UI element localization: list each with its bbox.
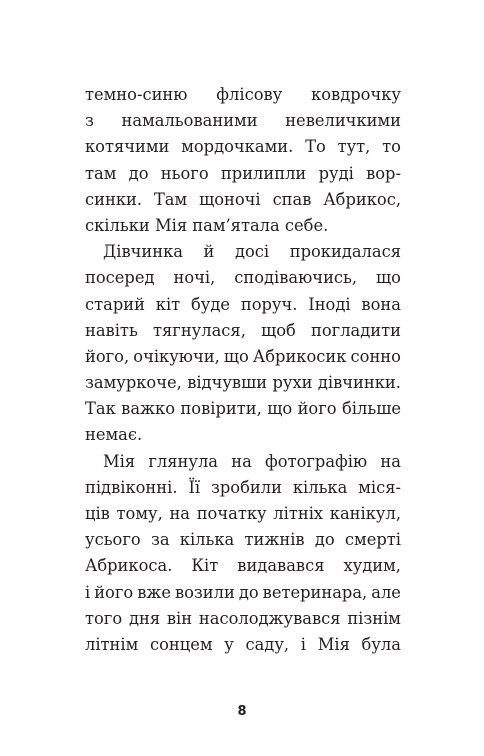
text-line bbox=[85, 82, 401, 108]
word: щоночі bbox=[199, 189, 261, 209]
body-text bbox=[85, 82, 401, 658]
word: важко bbox=[121, 399, 176, 419]
word: що bbox=[223, 346, 249, 366]
text-line bbox=[85, 632, 401, 658]
word: Мія bbox=[103, 451, 136, 471]
page-number: 8 bbox=[237, 704, 247, 719]
word: возили bbox=[174, 582, 235, 602]
word: на bbox=[231, 451, 252, 471]
word: там bbox=[85, 163, 117, 183]
word: він bbox=[166, 608, 193, 628]
word: Її bbox=[188, 477, 201, 497]
text-line bbox=[85, 318, 401, 344]
word: насолоджувався bbox=[198, 608, 341, 628]
word: пам’ятала bbox=[192, 215, 280, 235]
word: навіть bbox=[85, 320, 138, 340]
word: вор- bbox=[366, 163, 401, 183]
text-line bbox=[85, 134, 401, 160]
word: флісову bbox=[216, 85, 283, 104]
word: видавався bbox=[237, 556, 325, 576]
word: ночі, bbox=[173, 268, 216, 288]
word: кіт bbox=[155, 294, 181, 314]
text-line bbox=[85, 501, 401, 527]
word: ців bbox=[85, 504, 110, 523]
word: рухи bbox=[272, 373, 313, 393]
word: сонно bbox=[350, 346, 401, 366]
word: кілька bbox=[292, 477, 348, 497]
text-line bbox=[85, 580, 401, 606]
word: сонцем bbox=[149, 634, 213, 654]
word: сподіваючись, bbox=[234, 268, 358, 288]
word: немає. bbox=[85, 425, 143, 445]
word: була bbox=[361, 634, 401, 654]
word: глянула bbox=[148, 451, 219, 471]
word: поруч. bbox=[240, 294, 298, 314]
word: Іноді bbox=[308, 294, 351, 314]
word: мордочками. bbox=[181, 137, 294, 157]
word: намальованими bbox=[121, 111, 258, 131]
word: пізнім bbox=[347, 608, 401, 628]
word: і bbox=[85, 582, 91, 602]
word: Кіт bbox=[191, 556, 219, 576]
word: прокидалася bbox=[289, 242, 401, 262]
word: його bbox=[94, 582, 134, 602]
word: саду, bbox=[245, 634, 290, 654]
word: Так bbox=[85, 399, 116, 419]
word: досі bbox=[234, 242, 270, 262]
word: і bbox=[300, 634, 306, 654]
word: повірити, bbox=[180, 399, 262, 419]
text-line bbox=[85, 108, 401, 134]
word: зробили bbox=[210, 477, 282, 497]
word: за bbox=[150, 530, 170, 550]
text-line bbox=[85, 553, 401, 579]
word: буде bbox=[190, 294, 231, 314]
word: до bbox=[238, 582, 259, 602]
word: з bbox=[85, 111, 94, 131]
word: на bbox=[380, 451, 401, 471]
word: тому, bbox=[116, 504, 163, 523]
word: Дівчинка bbox=[103, 242, 183, 262]
word: більше bbox=[342, 399, 401, 419]
text-line bbox=[85, 265, 401, 291]
text-line bbox=[85, 527, 401, 553]
word: себе. bbox=[284, 215, 329, 235]
word: щоб bbox=[261, 320, 296, 340]
word: То bbox=[305, 137, 326, 157]
word: відчувши bbox=[187, 373, 268, 393]
word: у bbox=[224, 634, 234, 654]
word: міся- bbox=[358, 477, 401, 497]
word: що bbox=[267, 399, 293, 419]
word: спав bbox=[272, 189, 312, 209]
word: фотографію bbox=[265, 451, 368, 471]
text-line bbox=[85, 449, 401, 475]
text-line bbox=[85, 213, 401, 239]
text-line bbox=[85, 344, 401, 370]
word: смерті bbox=[344, 530, 401, 550]
word: тут, bbox=[337, 137, 371, 157]
text-line bbox=[85, 292, 401, 318]
word: вона bbox=[361, 294, 401, 314]
text-line bbox=[85, 187, 401, 213]
word: того bbox=[85, 608, 123, 628]
word: нього bbox=[160, 163, 209, 183]
word: тягнулася, bbox=[153, 320, 246, 340]
word: посеред bbox=[85, 268, 155, 288]
word: невеличкими bbox=[285, 111, 401, 131]
text-line bbox=[85, 370, 401, 396]
word: літніх bbox=[273, 504, 324, 523]
word: на bbox=[169, 504, 191, 523]
text-line bbox=[85, 606, 401, 632]
word: синки. bbox=[85, 189, 143, 209]
word: темно-синю bbox=[85, 85, 188, 104]
word: руді bbox=[318, 163, 354, 183]
word: тижнів bbox=[244, 530, 305, 550]
word: й bbox=[203, 242, 215, 262]
word: Абрикосик bbox=[252, 346, 347, 366]
word: підвіконні. bbox=[85, 477, 178, 497]
word: Там bbox=[153, 189, 188, 209]
text-line bbox=[85, 161, 401, 187]
word: ветеринара, bbox=[262, 582, 368, 602]
word: прилипли bbox=[220, 163, 307, 183]
word: дня bbox=[128, 608, 161, 628]
word: худим, bbox=[343, 556, 401, 576]
word: замуркоче, bbox=[85, 373, 182, 393]
word: Абрикоса. bbox=[85, 556, 173, 576]
word: Абрикос, bbox=[323, 189, 401, 209]
word: Мія bbox=[154, 215, 188, 235]
word: але bbox=[371, 582, 401, 602]
word: його, bbox=[85, 346, 130, 366]
word: до bbox=[314, 530, 335, 550]
word: літнім bbox=[85, 634, 139, 654]
word: котячими bbox=[85, 137, 170, 157]
text-line bbox=[85, 422, 401, 448]
word: вже bbox=[137, 582, 171, 602]
word: його bbox=[297, 399, 337, 419]
word: старий bbox=[85, 294, 145, 314]
word: дівчинки. bbox=[317, 373, 401, 393]
word: очікуючи, bbox=[133, 346, 220, 366]
word: скільки bbox=[85, 215, 150, 235]
text-line bbox=[85, 396, 401, 422]
word: кілька bbox=[179, 530, 235, 550]
word: канікул, bbox=[329, 504, 401, 523]
word: до bbox=[128, 163, 149, 183]
word: початку bbox=[196, 504, 267, 523]
word: усього bbox=[85, 530, 141, 550]
text-line bbox=[85, 239, 401, 265]
word: погладити bbox=[311, 320, 401, 340]
text-line bbox=[85, 475, 401, 501]
word: ковдрочку bbox=[311, 85, 401, 104]
word: то bbox=[382, 137, 401, 157]
word: Мія bbox=[317, 634, 350, 654]
word: що bbox=[376, 268, 401, 288]
